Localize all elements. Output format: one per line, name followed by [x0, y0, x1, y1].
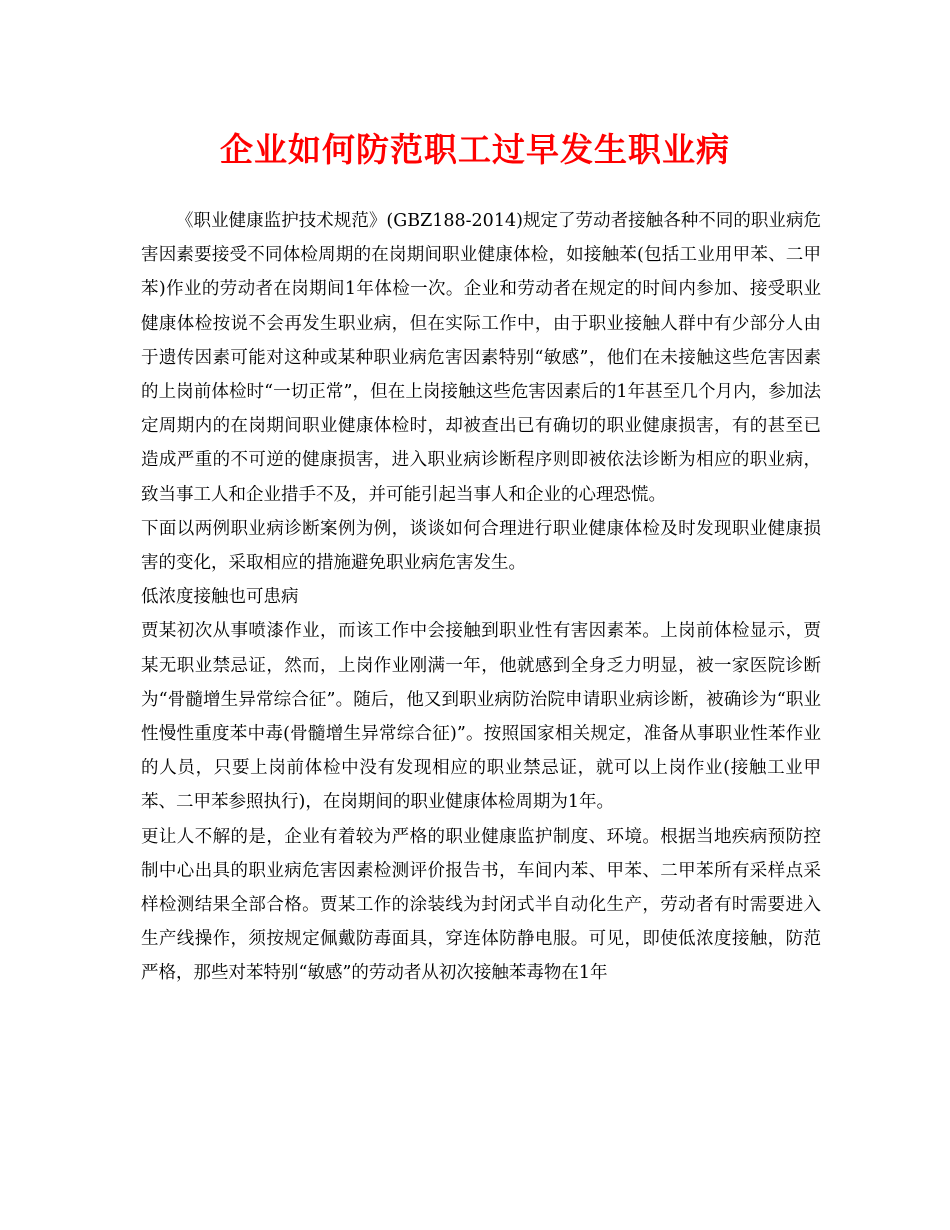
section-heading-low-concentration: 低浓度接触也可患病 [141, 587, 299, 608]
paragraph-overview: 下面以两例职业病诊断案例为例，谈谈如何合理进行职业健康体检及时发现职业健康损害的变化，采取相应的措施避免职业病危害发生。 [141, 518, 821, 574]
paragraph-enterprise-monitoring: 更让人不解的是，企业有着较为严格的职业健康监护制度、环境。根据当地疾病预防控制中心出具的职业病危害因素检测评价报告书，车间内苯、甲苯、二甲苯所有采样点采样检测结果全部合格。贾某工作的涂装线为封闭式半自动化生产，劳动者有时需要进入生产线操作，须按规定佩戴防毒面具，穿连体防静电服。可见，即使低浓度接触，防范严格，那些对苯特别“敏感”的劳动者从初次接触苯毒物在1年 [141, 826, 821, 984]
paragraph-case-jia: 贾某初次从事喷漆作业，而该工作中会接触到职业性有害因素苯。上岗前体检显示，贾某无职业禁忌证，然而，上岗作业刚满一年，他就感到全身乏力明显，被一家医院诊断为“骨髓增生异常综合征”。随后，他又到职业病防治院申请职业病诊断，被确诊为“职业性慢性重度苯中毒(骨髓增生异常综合征)”。按照国家相关规定，准备从事职业性苯作业的人员，只要上岗前体检中没有发现相应的职业禁忌证，就可以上岗作业(接触工业甲苯、二甲苯参照执行)，在岗期间的职业健康体检周期为1年。 [141, 621, 821, 813]
document-body [141, 204, 821, 991]
paragraph-intro: 《职业健康监护技术规范》(GBZ188-2014)规定了劳动者接触各种不同的职业病危害因素要接受不同体检周期的在岗期间职业健康体检，如接触苯(包括工业用甲苯、二甲苯)作业的劳动者在岗期间1年体检一次。企业和劳动者在规定的时间内参加、接受职业健康体检按说不会再发生职业病，但在实际工作中，由于职业接触人群中有少部分人由于遗传因素可能对这种或某种职业病危害因素特别“敏感”，他们在未接触这些危害因素的上岗前体检时“一切正常”，但在上岗接触这些危害因素后的1年甚至几个月内，参加法定周期内的在岗期间职业健康体检时，却被查出已有确切的职业健康损害，有的甚至已造成严重的不可逆的健康损害，进入职业病诊断程序则即被依法诊断为相应的职业病，致当事工人和企业措手不及，并可能引起当事人和企业的心理恐慌。 [141, 211, 821, 505]
document-title: 企业如何防范职工过早发生职业病 [220, 130, 730, 169]
